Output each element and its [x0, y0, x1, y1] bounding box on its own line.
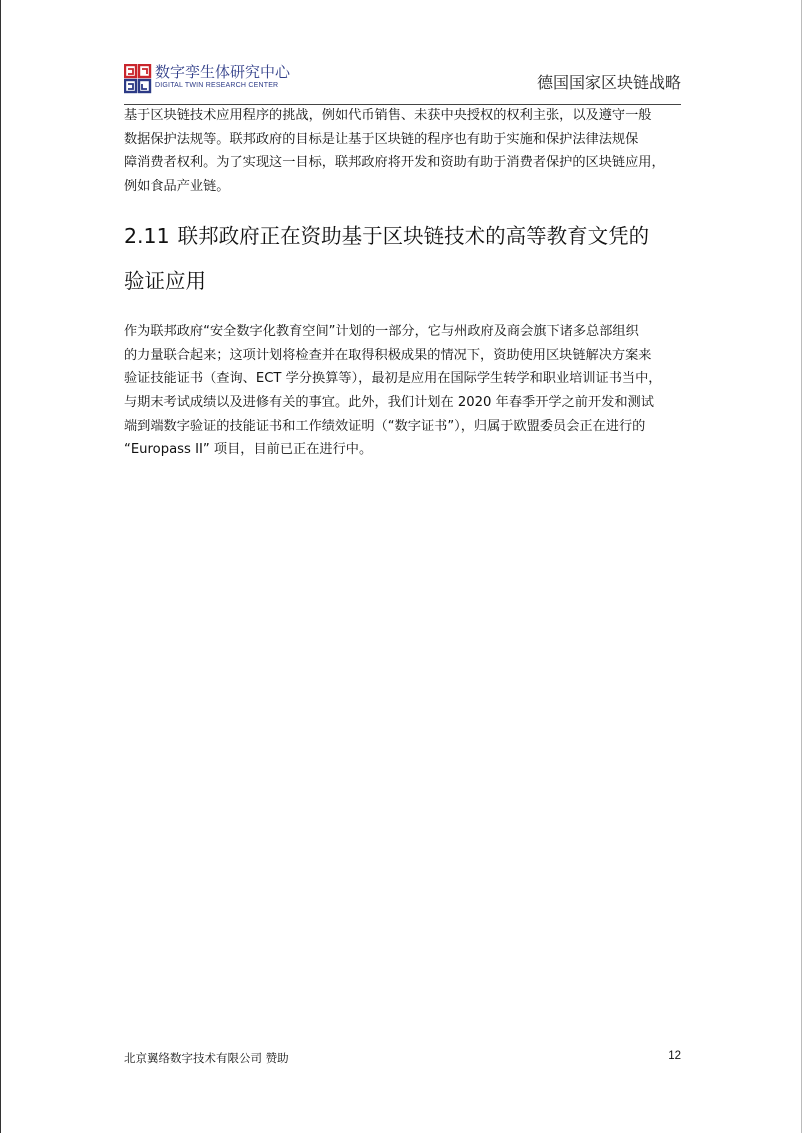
page-body — [124, 104, 681, 462]
logo-chinese-name: 数字孪生体研究中心 — [155, 63, 291, 81]
text-line: 基于区块链技术应用程序的挑战，例如代币销售、未获中央授权的权利主张，以及遵守一般 — [124, 108, 652, 123]
sponsor-text: 北京翼络数字技术有限公司 赞助 — [124, 1051, 289, 1065]
section-number: 2.11 — [124, 223, 170, 248]
section-heading — [124, 214, 681, 304]
page-header — [124, 58, 681, 104]
section-title-line-1: 联邦政府正在资助基于区块链技术的高等教育文凭的 — [177, 223, 650, 248]
section-title-line-2: 验证应用 — [124, 268, 206, 293]
logo-english-name: DIGITAL TWIN RESEARCH CENTER — [155, 82, 279, 89]
text-line: 例如食品产业链。 — [124, 179, 230, 195]
text-line: 端到端数字验证的技能证书和工作绩效证明（“数字证书”），归属于欧盟委员会正在进行的 — [124, 418, 646, 434]
text-line: 数据保护法规等。联邦政府的目标是让基于区块链的程序也有助于实施和保护法律法规保 — [124, 131, 639, 147]
running-title: 德国国家区块链战略 — [536, 73, 681, 92]
page-footer — [124, 1050, 681, 1068]
text-line: “Europass II” 项目，目前已正在进行中。 — [124, 442, 373, 458]
logo — [124, 64, 290, 94]
section-paragraph — [124, 320, 681, 462]
text-line: 与期末考试成绩以及进修有关的事宜。此外，我们计划在 2020 年春季开学之前开发和测试 — [124, 394, 654, 410]
continued-paragraph — [124, 104, 681, 199]
page-number: 12 — [668, 1050, 681, 1062]
text-line: 作为联邦政府“安全数字化教育空间”计划的一部分，它与州政府及商会旗下诸多总部组织 — [124, 323, 639, 339]
text-line: 验证技能证书（查询、ECT 学分换算等），最初是应用在国际学生转学和职业培训证书当中， — [124, 371, 662, 387]
text-line: 障消费者权利。为了实现这一目标，联邦政府将开发和资助有助于消费者保护的区块链应用， — [124, 155, 665, 171]
digital-twin-logo-icon — [124, 64, 152, 94]
text-line: 的力量联合起来；这项计划将检查并在取得积极成果的情况下，资助使用区块链解决方案来 — [124, 347, 652, 363]
section-heading-line — [124, 214, 681, 259]
page-left-edge — [0, 0, 1, 1133]
